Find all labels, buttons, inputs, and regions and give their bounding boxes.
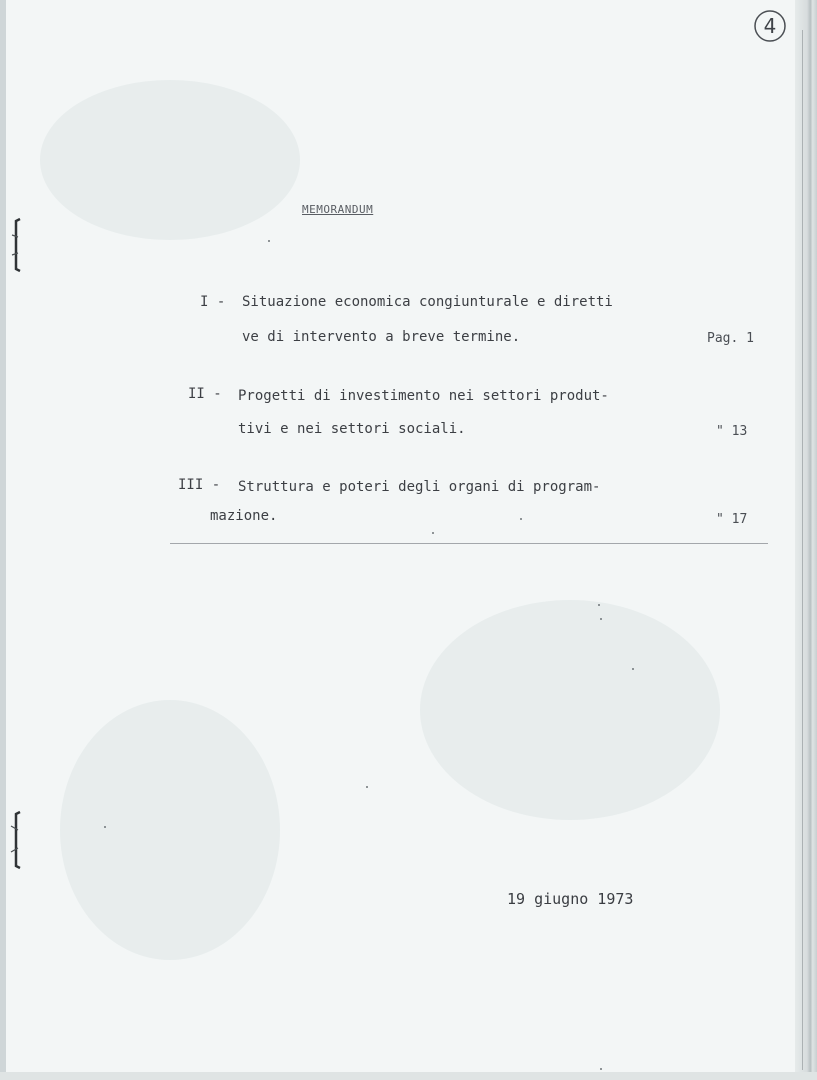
staple-mark-top	[8, 215, 28, 275]
ink-speck	[600, 618, 602, 620]
entry-2-line-1: Progetti di investimento nei settori produt-	[238, 388, 609, 404]
paper-stain	[40, 80, 300, 240]
paper-bottom-edge	[0, 1072, 817, 1080]
entry-3-line-1: Struttura e poteri degli organi di program-	[238, 479, 601, 495]
paper-stain	[420, 600, 720, 820]
document-date: 19 giugno 1973	[507, 890, 634, 908]
entry-3-page-ref: " 17	[716, 512, 748, 527]
staple-mark-bottom	[8, 808, 28, 872]
ink-speck	[432, 532, 434, 534]
entry-1-numeral: I -	[200, 294, 226, 310]
paper-stain	[60, 700, 280, 960]
paper-right-edge	[795, 0, 817, 1080]
paper-fold-line	[802, 30, 803, 1070]
entry-3-line-2: mazione.	[210, 508, 278, 524]
entry-3-numeral: III -	[178, 477, 221, 493]
ink-speck	[632, 668, 634, 670]
ink-speck	[520, 518, 522, 520]
ink-speck	[268, 240, 270, 242]
entry-2-line-2: tivi e nei settori sociali.	[238, 421, 466, 437]
memo-title: MEMORANDUM	[302, 203, 374, 216]
entry-2-page-ref: " 13	[716, 424, 748, 439]
circled-page-number: 4	[763, 14, 777, 38]
entry-1-line-2: ve di intervento a breve termine.	[242, 329, 521, 345]
circled-page-mark	[752, 8, 788, 44]
table-of-contents-rule	[170, 543, 768, 544]
ink-speck	[600, 1068, 602, 1070]
ink-speck	[104, 826, 106, 828]
entry-1-page-ref: Pag. 1	[707, 331, 754, 346]
entry-2-numeral: II -	[188, 386, 222, 402]
entry-1-line-1: Situazione economica congiunturale e diretti	[242, 294, 613, 310]
ink-speck	[598, 604, 600, 606]
paper-left-edge	[0, 0, 6, 1080]
ink-speck	[366, 786, 368, 788]
